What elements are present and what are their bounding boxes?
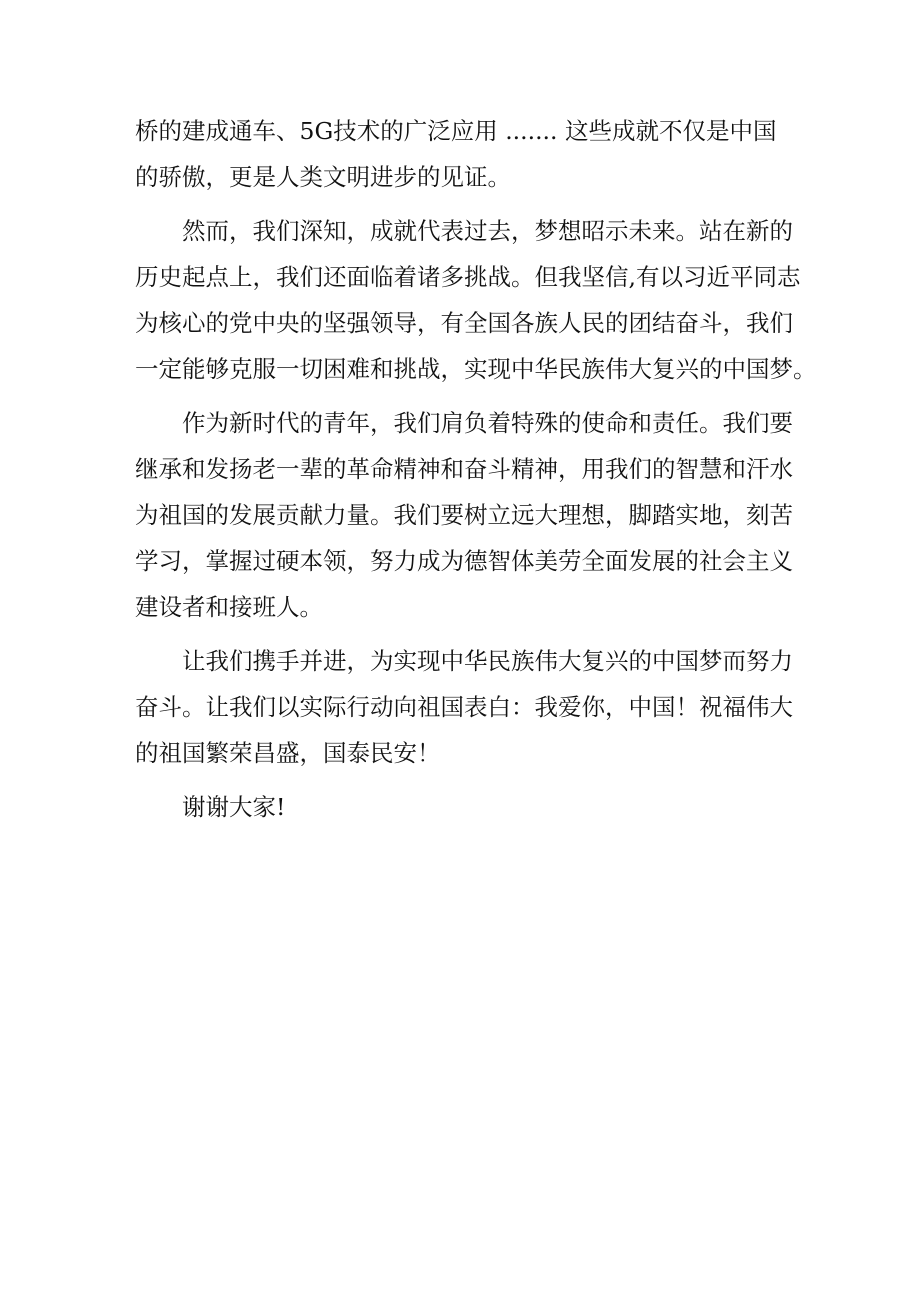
text-line: 一定能够克服一切困难和挑战，实现中华民族伟大复兴的中国梦。 <box>135 355 817 383</box>
text-line: 学习，掌握过硬本领，努力成为德智体美劳全面发展的社会主义 <box>135 547 793 575</box>
text-line: 历史起点上，我们还面临着诸多挑战。但我坚信,有以习近平同志 <box>135 263 801 291</box>
paragraph-continuation <box>135 108 800 200</box>
paragraph-closing <box>135 638 800 776</box>
text-line: 的祖国繁荣昌盛，国泰民安！ <box>135 739 441 767</box>
paragraph-thanks <box>135 784 800 830</box>
text-line: 然而，我们深知，成就代表过去，梦想昭示未来。站在新的 <box>182 217 793 245</box>
text-line: 继承和发扬老一辈的革命精神和奋斗精神，用我们的智慧和汗水 <box>135 455 793 483</box>
text-line: 为祖国的发展贡献力量。我们要树立远大理想，脚踏实地，刻苦 <box>135 501 793 529</box>
text-line: 奋斗。让我们以实际行动向祖国表白：我爱你，中国！祝福伟大 <box>135 693 793 721</box>
text-line: 谢谢大家! <box>182 793 286 821</box>
text-line: 建设者和接班人。 <box>135 593 323 621</box>
text-line: 让我们携手并进，为实现中华民族伟大复兴的中国梦而努力 <box>182 647 793 675</box>
paragraph-youth <box>135 400 800 630</box>
text-line: 作为新时代的青年，我们肩负着特殊的使命和责任。我们要 <box>182 409 793 437</box>
paragraph-challenges <box>135 208 817 392</box>
text-line: 的骄傲，更是人类文明进步的见证。 <box>135 163 511 191</box>
text-line: 为核心的党中央的坚强领导，有全国各族人民的团结奋斗，我们 <box>135 309 793 337</box>
text-line: 桥的建成通车、5G技术的广泛应用 ....... 这些成就不仅是中国 <box>135 117 777 145</box>
speech-body <box>135 108 817 830</box>
